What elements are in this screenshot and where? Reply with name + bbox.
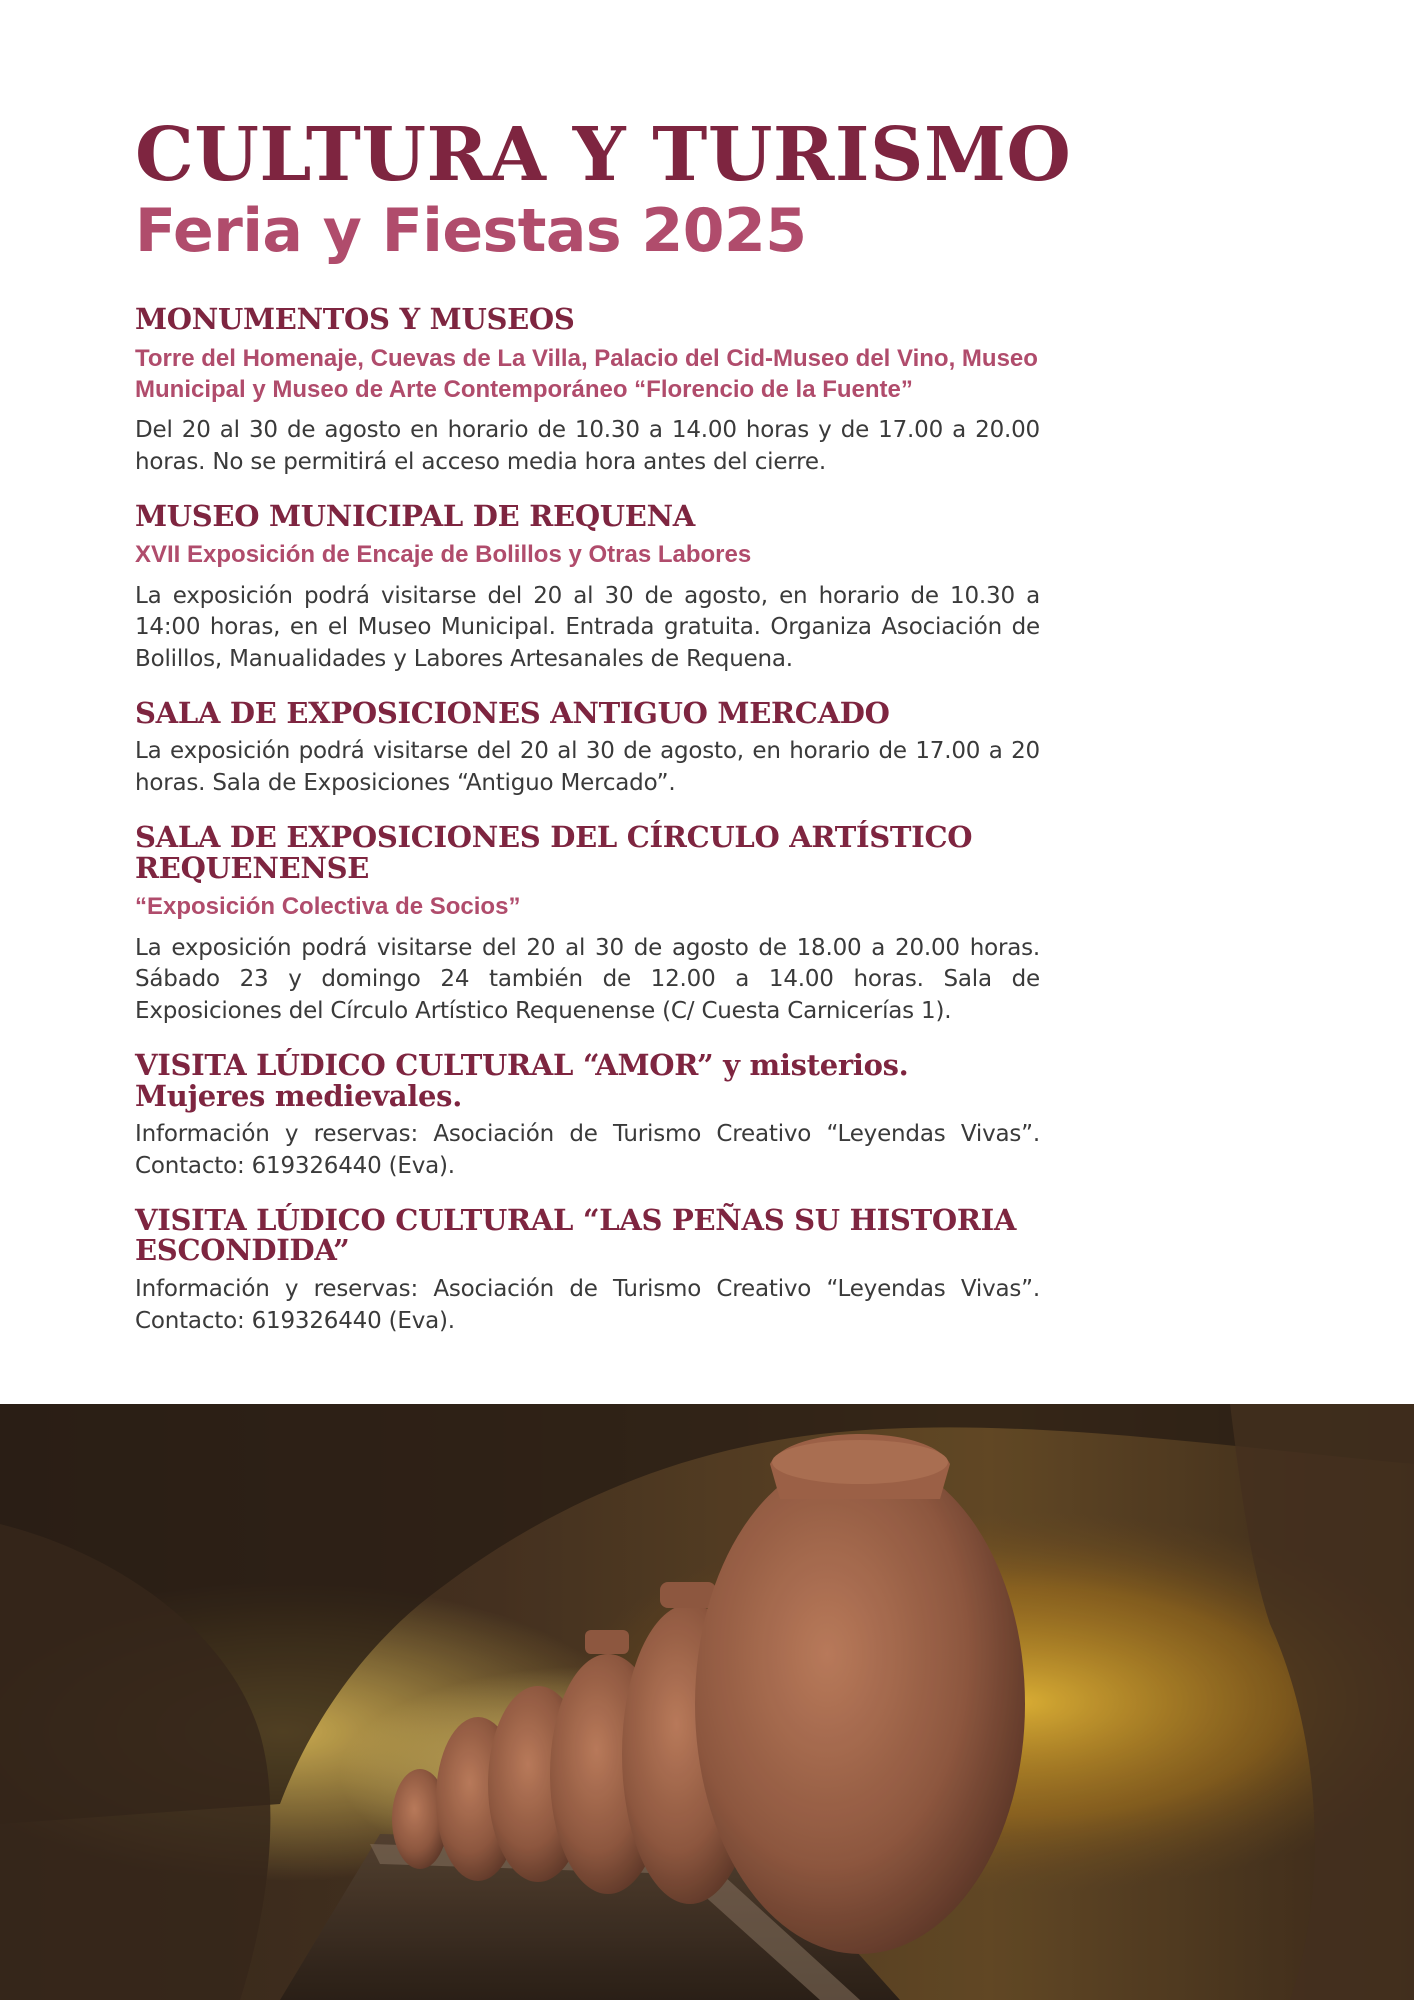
section-heading: SALA DE EXPOSICIONES DEL CÍRCULO ARTÍSTICO REQUENENSE	[135, 819, 973, 885]
section-heading: SALA DE EXPOSICIONES ANTIGUO MERCADO	[135, 695, 890, 730]
page-subtitle: Feria y Fiestas 2025	[135, 196, 807, 266]
section-heading: MUSEO MUNICIPAL DE REQUENA	[135, 498, 696, 533]
sections-list	[135, 304, 1040, 1338]
section-heading: VISITA LÚDICO CULTURAL “AMOR” y misterios. Mujeres medievales.	[135, 1047, 909, 1113]
section-monumentos-museos	[135, 304, 1040, 479]
section-subheading: XVII Exposición de Encaje de Bolillos y Otras Labores	[135, 541, 752, 569]
section-body: La exposición podrá visitarse del 20 al 30 de agosto, en horario de 10.30 a 14:00 horas, en el Museo Municipal. Entrada gratuita. Organiza Asociación de Bolillos, Manualidades y Labores Artesanales de Requena.	[135, 582, 1040, 672]
section-antiguo-mercado	[135, 695, 1040, 800]
section-visita-penas	[135, 1202, 1040, 1338]
section-heading: VISITA LÚDICO CULTURAL “LAS PEÑAS SU HISTORIA ESCONDIDA”	[135, 1202, 1017, 1268]
section-body: Información y reservas: Asociación de Turismo Creativo “Leyendas Vivas”. Contacto: 619326440 (Eva).	[135, 1276, 1040, 1334]
section-body: Del 20 al 30 de agosto en horario de 10.30 a 14.00 horas y de 17.00 a 20.00 horas. No se permitirá el acceso media hora antes del cierre.	[135, 417, 1040, 475]
section-heading: MONUMENTOS Y MUSEOS	[135, 302, 575, 336]
section-body: Información y reservas: Asociación de Turismo Creativo “Leyendas Vivas”. Contacto: 619326440 (Eva).	[135, 1121, 1040, 1179]
section-subheading: Torre del Homenaje, Cuevas de La Villa, Palacio del Cid-Museo del Vino, Museo Municipal y Museo de Arte Contemporáneo “Florencio de la Fuente”	[135, 344, 1038, 403]
section-circulo-artistico	[135, 819, 1040, 1028]
section-museo-municipal	[135, 498, 1040, 676]
section-body: La exposición podrá visitarse del 20 al 30 de agosto, en horario de 17.00 a 20 horas. Sala de Exposiciones “Antiguo Mercado”.	[135, 738, 1040, 797]
section-visita-amor	[135, 1047, 1040, 1183]
page-content	[135, 112, 1072, 1360]
section-subheading: “Exposición Colectiva de Socios”	[135, 893, 521, 921]
section-body: La exposición podrá visitarse del 20 al 30 de agosto de 18.00 a 20.00 horas. Sábado 23 y domingo 24 también de 12.00 a 14.00 horas. Sala de Exposiciones del Círculo Artístico Requenense (C/ Cuesta Carnicerías 1).	[135, 934, 1040, 1025]
cave-amphorae-photo	[0, 1404, 1414, 2000]
page-title: CULTURA Y TURISMO	[135, 112, 1072, 198]
